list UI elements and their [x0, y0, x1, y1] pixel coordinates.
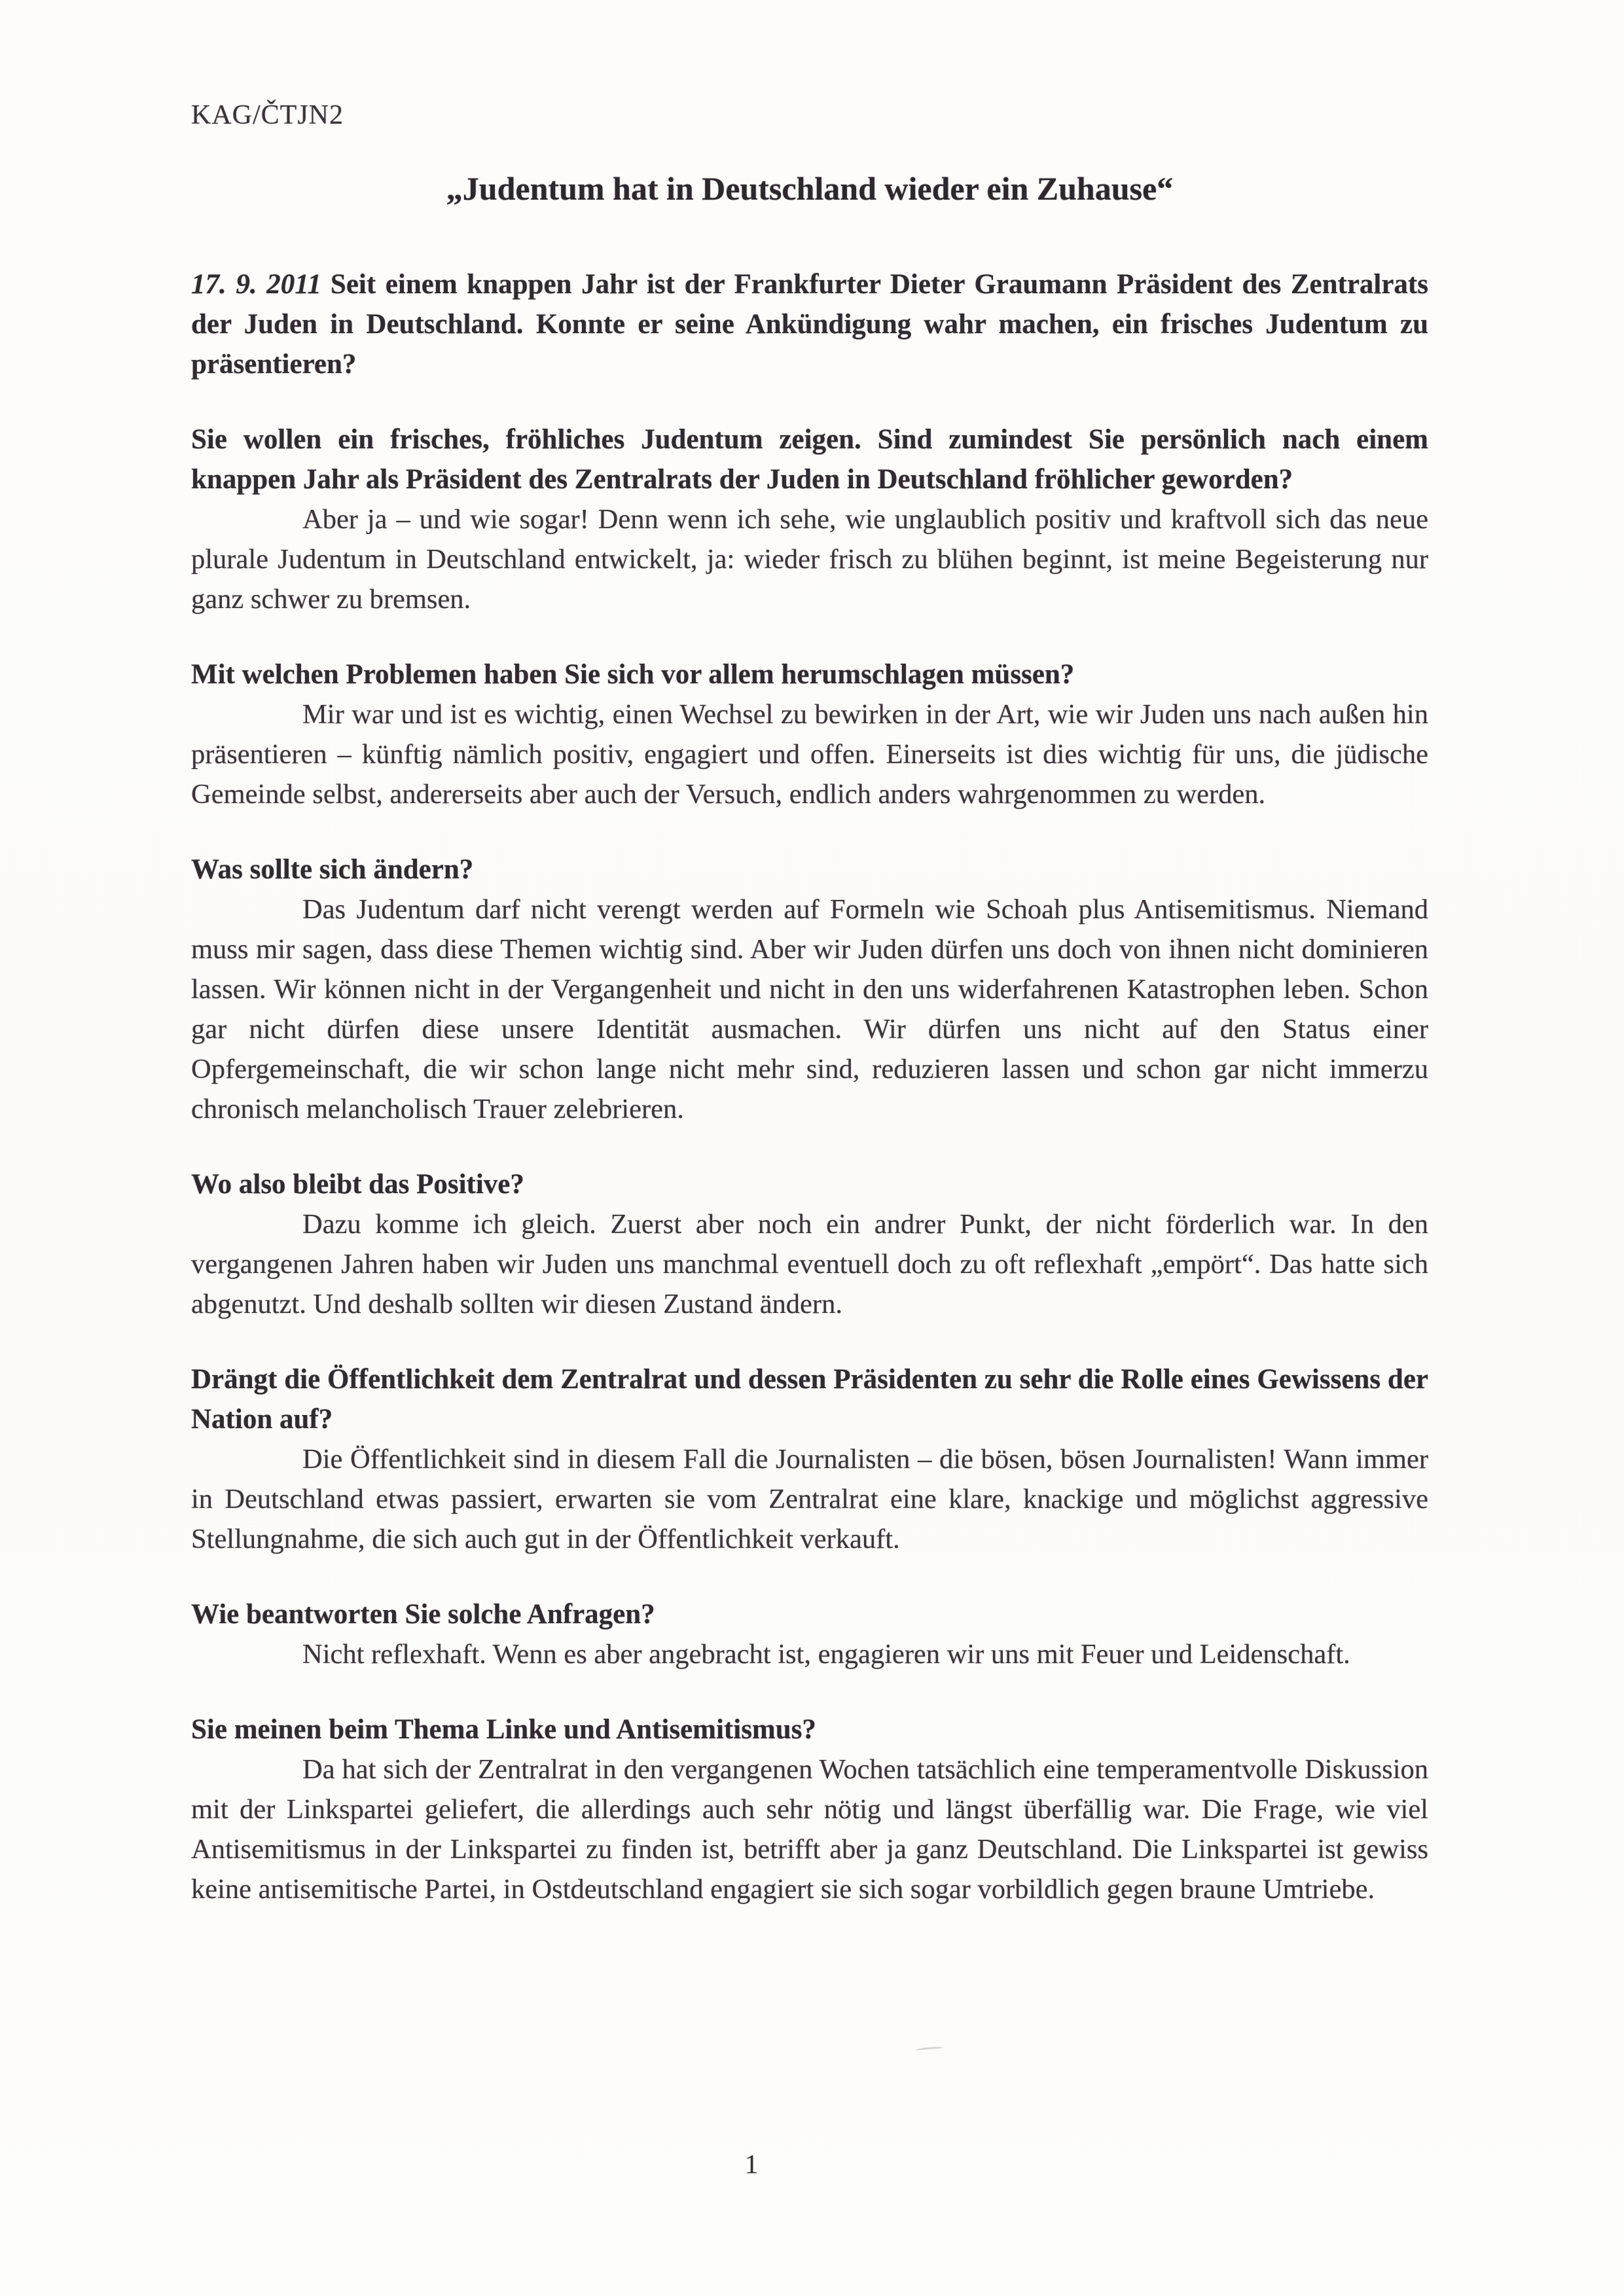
interview-answer: Da hat sich der Zentralrat in den vergangenen Wochen tatsächlich eine temperamentvolle Diskussion mit der Linkspartei geliefert, die allerdings auch sehr nötig und längst überfällig war. Die Frage, wie viel Antisemitismus in der Linkspartei zu finden ist, betrifft aber ja ganz Deutschland. Die Linkspartei ist gewiss keine antisemitische Partei, in Ostdeutschland engagiert sie sich sogar vorbildlich gegen braune Umtriebe. — [191, 1754, 1428, 1905]
article-title: „Judentum hat in Deutschland wieder ein Zuhause“ — [446, 170, 1174, 207]
qa-block — [191, 1594, 1428, 1674]
interview-question: Was sollte sich ändern? — [191, 854, 474, 885]
interview-answer: Die Öffentlichkeit sind in diesem Fall die Journalisten – die bösen, bösen Journalisten! Wann immer in Deutschland etwas passiert, erwarten sie vom Zentralrat eine klare, knackige und möglichst aggressive Stellungnahme, die sich auch gut in der Öffentlichkeit verkauft. — [191, 1444, 1428, 1554]
document-reference-code: KAG/ČTJN2 — [191, 100, 344, 130]
interview-answer: Mir war und ist es wichtig, einen Wechsel zu bewirken in der Art, wie wir Juden uns nach außen hin präsentieren – künftig nämlich positiv, engagiert und offen. Einerseits ist dies wichtig für uns, die jüdische Gemeinde selbst, andererseits aber auch der Versuch, endlich anders wahrgenommen zu werden. — [191, 699, 1428, 810]
interview-answer: Dazu komme ich gleich. Zuerst aber noch ein andrer Punkt, der nicht förderlich war. In den vergangenen Jahren haben wir Juden uns manchmal eventuell doch zu oft reflexhaft „empört“. Das hatte sich abgenutzt. Und deshalb sollten wir diesen Zustand ändern. — [191, 1209, 1428, 1319]
qa-block — [191, 1359, 1428, 1559]
scan-artifact — [915, 2047, 943, 2053]
qa-block — [191, 850, 1428, 1129]
interview-answer: Das Judentum darf nicht verengt werden auf Formeln wie Schoah plus Antisemitismus. Niemand muss mir sagen, dass diese Themen wichtig sind. Aber wir Juden dürfen uns doch von ihnen nicht dominieren lassen. Wir können nicht in der Vergangenheit und nicht in den uns widerfahrenen Katastrophen leben. Schon gar nicht dürfen diese unsere Identität ausmachen. Wir dürfen uns nicht auf den Status einer Opfergemeinschaft, die wir schon lange nicht mehr sind, reduzieren lassen und schon gar nicht immerzu chronisch melancholisch Trauer zelebrieren. — [191, 894, 1428, 1124]
interview-answer: Nicht reflexhaft. Wenn es aber angebracht ist, engagieren wir uns mit Feuer und Leidenschaft. — [302, 1639, 1350, 1670]
article-date: 17. 9. 2011 — [191, 269, 321, 300]
interview-question: Wie beantworten Sie solche Anfragen? — [191, 1599, 655, 1630]
document-content — [191, 97, 1428, 1909]
qa-block — [191, 1710, 1428, 1909]
interview-question: Sie meinen beim Thema Linke und Antisemitismus? — [191, 1714, 816, 1745]
qa-block — [191, 655, 1428, 814]
interview-answer: Aber ja – und wie sogar! Denn wenn ich sehe, wie unglaublich positiv und kraftvoll sich das neue plurale Judentum in Deutschland entwickelt, ja: wieder frisch zu blühen beginnt, ist meine Begeisterung nur ganz schwer zu bremsen. — [191, 504, 1428, 615]
qa-block — [191, 1164, 1428, 1324]
page-number: 1 — [744, 2149, 759, 2179]
article-lead-text: Seit einem knappen Jahr ist der Frankfurter Dieter Graumann Präsident des Zentralrats der Juden in Deutschland. Konnte er seine Ankündigung wahr machen, ein frisches Judentum zu präsentieren? — [191, 269, 1428, 380]
interview-question: Drängt die Öffentlichkeit dem Zentralrat und dessen Präsidenten zu sehr die Rolle eines Gewissens der Nation auf? — [191, 1364, 1428, 1435]
interview-question: Sie wollen ein frisches, fröhliches Judentum zeigen. Sind zumindest Sie persönlich nach einem knappen Jahr als Präsident des Zentralrats der Juden in Deutschland fröhlicher geworden? — [191, 424, 1428, 495]
interview-question: Wo also bleibt das Positive? — [191, 1169, 524, 1200]
qa-block — [191, 420, 1428, 619]
interview-question: Mit welchen Problemen haben Sie sich vor allem herumschlagen müssen? — [191, 659, 1075, 690]
article-lead-paragraph — [191, 264, 1428, 384]
